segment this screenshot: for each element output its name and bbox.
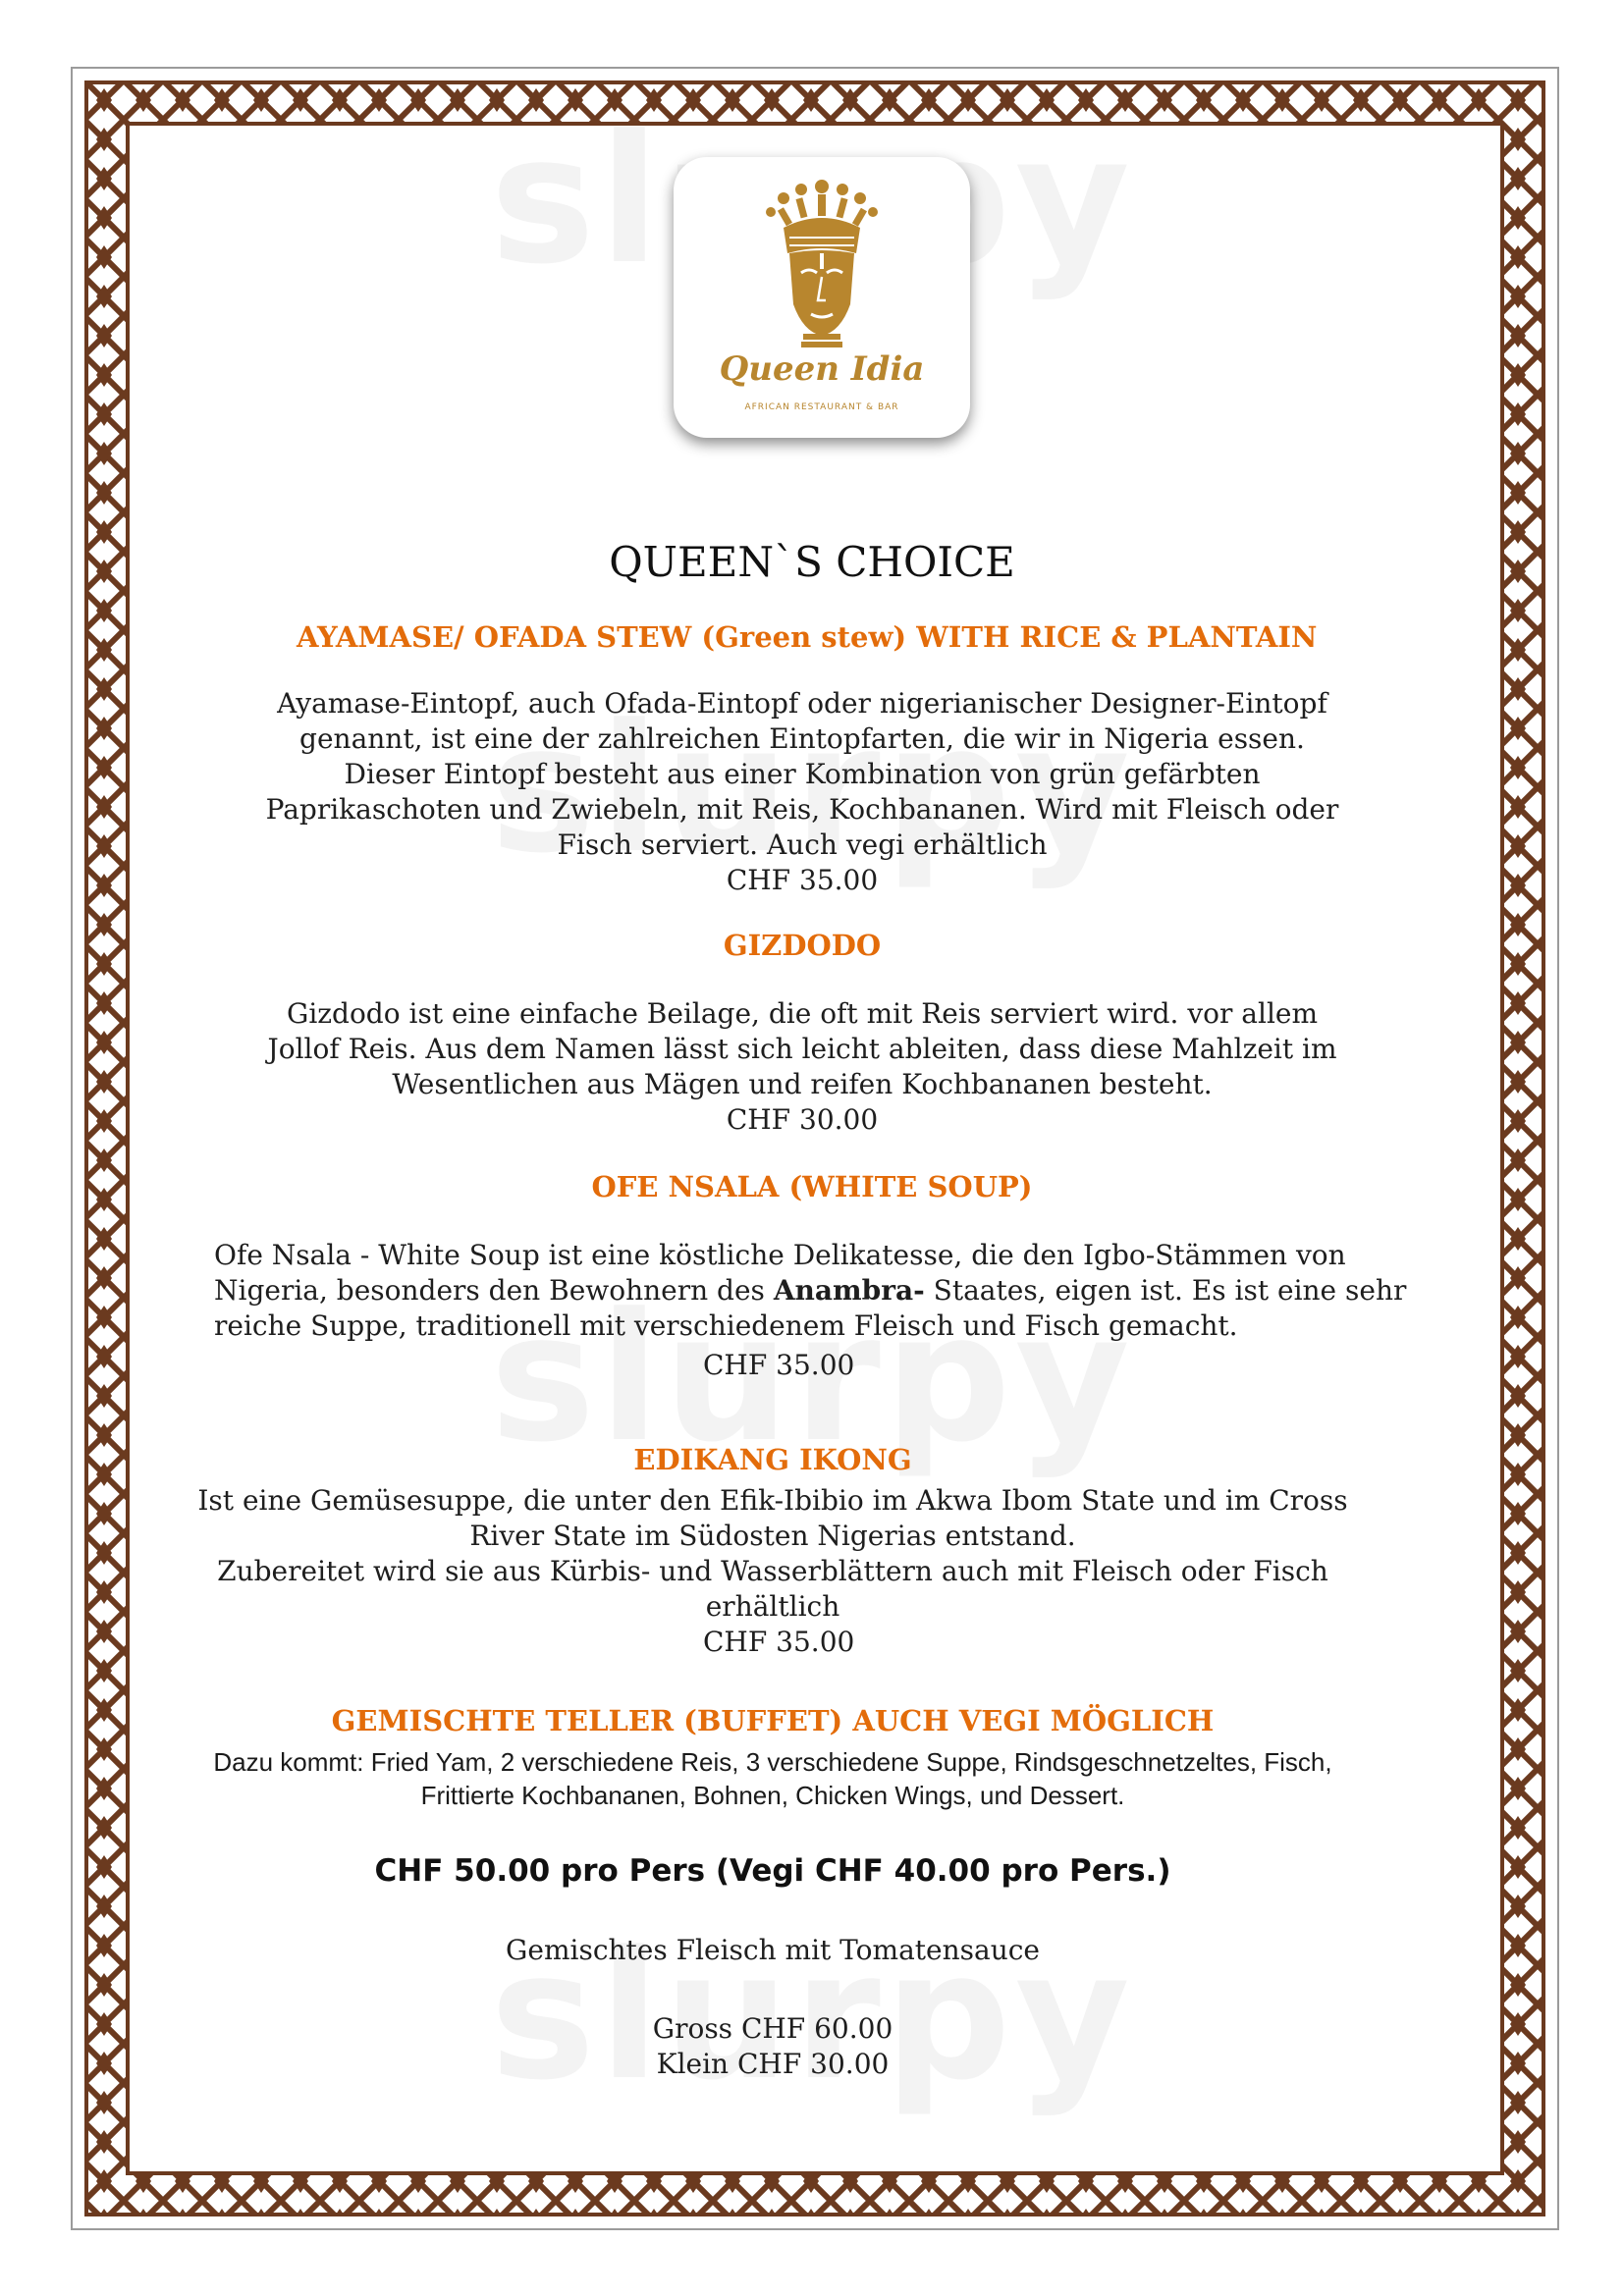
dish-price: CHF 35.00 xyxy=(703,1349,855,1381)
logo-title: Queen Idia xyxy=(719,349,925,389)
dish-price: CHF 35.00 xyxy=(726,864,879,896)
dish-description-line: Paprikaschoten und Zwiebeln, mit Reis, Kochbananen. Wird mit Fleisch oder xyxy=(265,793,1339,826)
restaurant-logo xyxy=(674,157,970,438)
dish-description-line: Frittierte Kochbananen, Bohnen, Chicken Wings, und Dessert. xyxy=(420,1781,1125,1810)
dish-description-line: erhältlich xyxy=(705,1590,840,1623)
dish-description-line: Zubereitet wird sie aus Kürbis- und Wasserblättern auch mit Fleisch oder Fisch xyxy=(217,1555,1328,1587)
dish-title: OFE NSALA (WHITE SOUP) xyxy=(591,1170,1033,1203)
extra-dish: Gemischtes Fleisch mit Tomatensauce xyxy=(506,1934,1040,1966)
region-highlight: Anambra- xyxy=(773,1274,925,1307)
dish-description-line: Wesentlichen aus Mägen und reifen Kochbananen besteht. xyxy=(392,1068,1213,1100)
dish-description-line: Gizdodo ist eine einfache Beilage, die oft mit Reis serviert wird. vor allem xyxy=(286,997,1319,1030)
queen-mask-icon xyxy=(674,157,970,438)
dish-title: GIZDODO xyxy=(723,929,882,962)
dish-title: EDIKANG IKONG xyxy=(633,1443,912,1476)
extra-price-small: Klein CHF 30.00 xyxy=(656,2048,890,2080)
dish-description-line: genannt, ist eine der zahlreichen Eintopfarten, die wir in Nigeria essen. xyxy=(299,722,1305,755)
dish-description-text: Staates, eigen ist. Es ist eine sehr xyxy=(933,1274,1407,1307)
buffet-price: CHF 50.00 pro Pers (Vegi CHF 40.00 pro Pers.) xyxy=(374,1853,1171,1889)
extra-price-large: Gross CHF 60.00 xyxy=(652,2012,893,2045)
dish-description-line: Fisch serviert. Auch vegi erhältlich xyxy=(557,828,1048,861)
dish-title: AYAMASE/ OFADA STEW (Green stew) WITH RICE & PLANTAIN xyxy=(297,620,1318,654)
dish-price: CHF 35.00 xyxy=(703,1626,855,1658)
dish-description-line: Ayamase-Eintopf, auch Ofada-Eintopf oder nigerianischer Designer-Eintopf xyxy=(277,687,1327,720)
dish-description-line xyxy=(214,1274,1406,1307)
dish-description-line: Ofe Nsala - White Soup ist eine köstliche Delikatesse, die den Igbo-Stämmen von xyxy=(214,1239,1346,1271)
dish-price: CHF 30.00 xyxy=(726,1103,879,1136)
dish-description-line: Jollof Reis. Aus dem Namen lässt sich leicht ableiten, dass diese Mahlzeit im xyxy=(267,1033,1337,1065)
logo-subtitle: AFRICAN RESTAURANT & BAR xyxy=(744,402,899,412)
dish-description-line: reiche Suppe, traditionell mit verschiedenem Fleisch und Fisch gemacht. xyxy=(214,1309,1238,1342)
dish-description-line: Dazu kommt: Fried Yam, 2 verschiedene Reis, 3 verschiedene Suppe, Rindsgeschnetzeltes, Fisch, xyxy=(213,1747,1332,1777)
page-title: QUEEN`S CHOICE xyxy=(609,538,1015,586)
dish-description-line: Ist eine Gemüsesuppe, die unter den Efik-Ibibio im Akwa Ibom State und im Cross xyxy=(197,1484,1348,1517)
dish-title: GEMISCHTE TELLER (BUFFET) AUCH VEGI MÖGLICH xyxy=(331,1704,1215,1737)
dish-description-line: Dieser Eintopf besteht aus einer Kombination von grün gefärbten xyxy=(344,758,1261,790)
dish-description-text: Nigeria, besonders den Bewohnern des xyxy=(214,1274,765,1307)
dish-description-line: River State im Südosten Nigerias entstand. xyxy=(469,1520,1076,1552)
